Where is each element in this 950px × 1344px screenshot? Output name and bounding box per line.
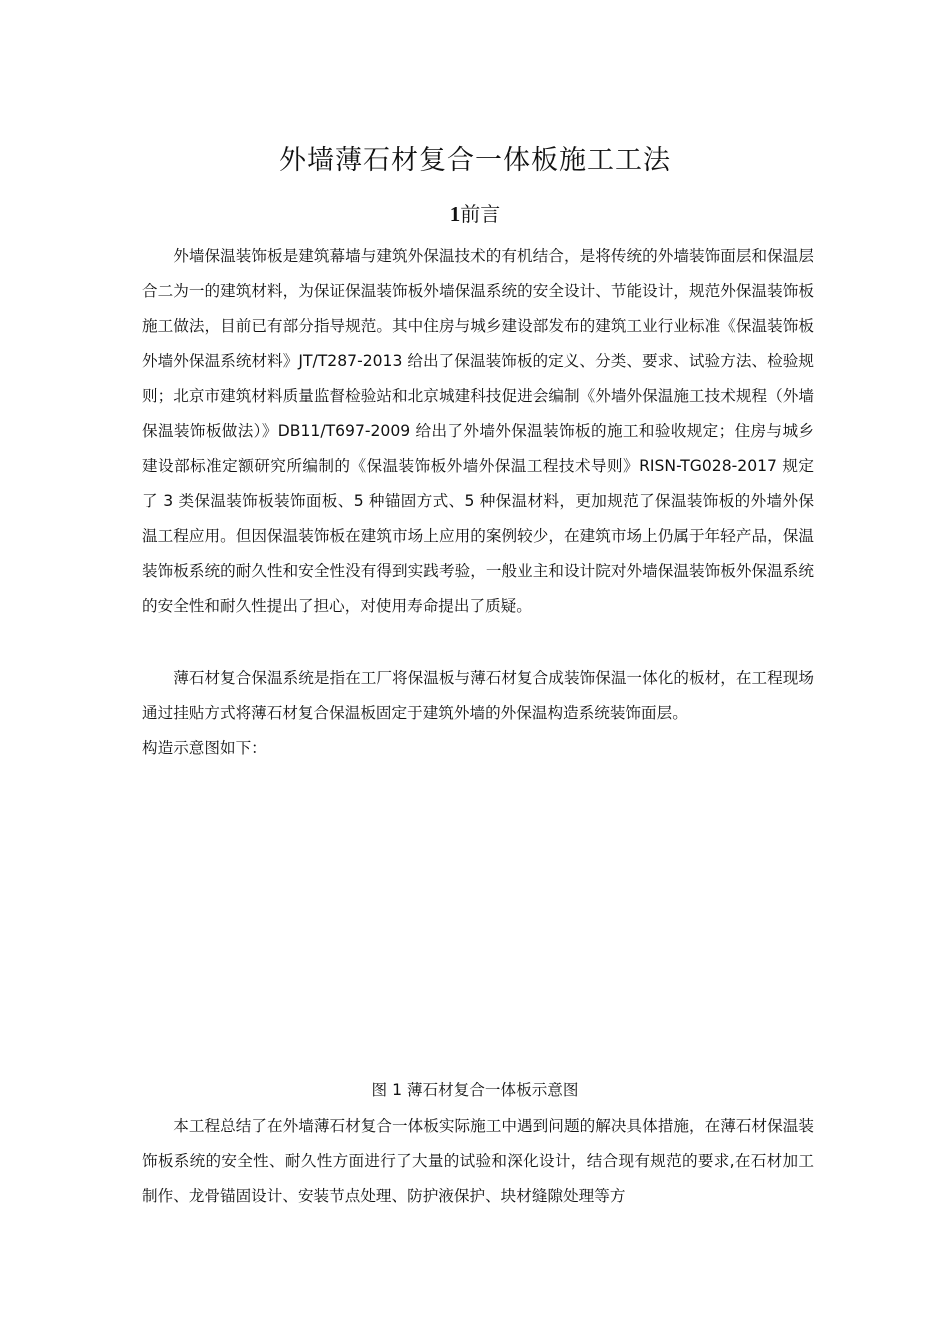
paragraph: 构造示意图如下： [142,739,267,757]
figure-placeholder [142,775,814,1065]
paragraph: 薄石材复合保温系统是指在工厂将保温板与薄石材复合成装饰保温一体化的板材，在工程现场通过挂贴方式将薄石材复合保温板固定于建筑外墙的外保温构造系统装饰面层。 [142,669,814,722]
paragraph: 本工程总结了在外墙薄石材复合一体板实际施工中遇到问题的解决具体措施，在薄石材保温装饰板系统的安全性、耐久性方面进行了大量的试验和深化设计，结合现有规范的要求,在石材加工制作、龙骨锚固设计、安装节点处理、防护液保护、块材缝隙处理等方 [142,1117,814,1205]
system-paragraph-block [142,661,814,766]
paragraph: 外墙保温装饰板是建筑幕墙与建筑外保温技术的有机结合，是将传统的外墙装饰面层和保温层合二为一的建筑材料，为保证保温装饰板外墙保温系统的安全设计、节能设计，规范外保温装饰板施工做法，目前已有部分指导规范。其中住房与城乡建设部发布的建筑工业行业标准《保温装饰板外墙外保温系统材料》JT/T287-2013 给出了保温装饰板的定义、分类、要求、试验方法、检验规则；北京市建筑材料质量监督检验站和北京城建科技促进会编制《外墙外保温施工技术规程（外墙保温装饰板做法）》DB11/T697-2009 给出了外墙外保温装饰板的施工和验收规定；住房与城乡建设部标准定额研究所编制的《保温装饰板外墙外保温工程技术导则》RISN-TG028-2017 规定了 3 类保温装饰板装饰面板、5 种锚固方式、5 种保温材料，更加规范了保温装饰板的外墙外保温工程应用。但因保温装饰板在建筑市场上应用的案例较少，在建筑市场上仍属于年轻产品，保温装饰板系统的耐久性和安全性没有得到实践考验，一般业主和设计院对外墙保温装饰板外保温系统的安全性和耐久性提出了担心，对使用寿命提出了质疑。 [142,247,814,615]
section-number: 1 [449,202,461,226]
section-title: 前言 [460,202,501,226]
figure-caption: 图 1 薄石材复合一体板示意图 [371,1081,579,1099]
closing-paragraph-block [142,1109,814,1214]
document-title: 外墙薄石材复合一体板施工工法 [279,145,671,176]
intro-paragraph-block [142,239,814,624]
section-heading [0,198,950,227]
